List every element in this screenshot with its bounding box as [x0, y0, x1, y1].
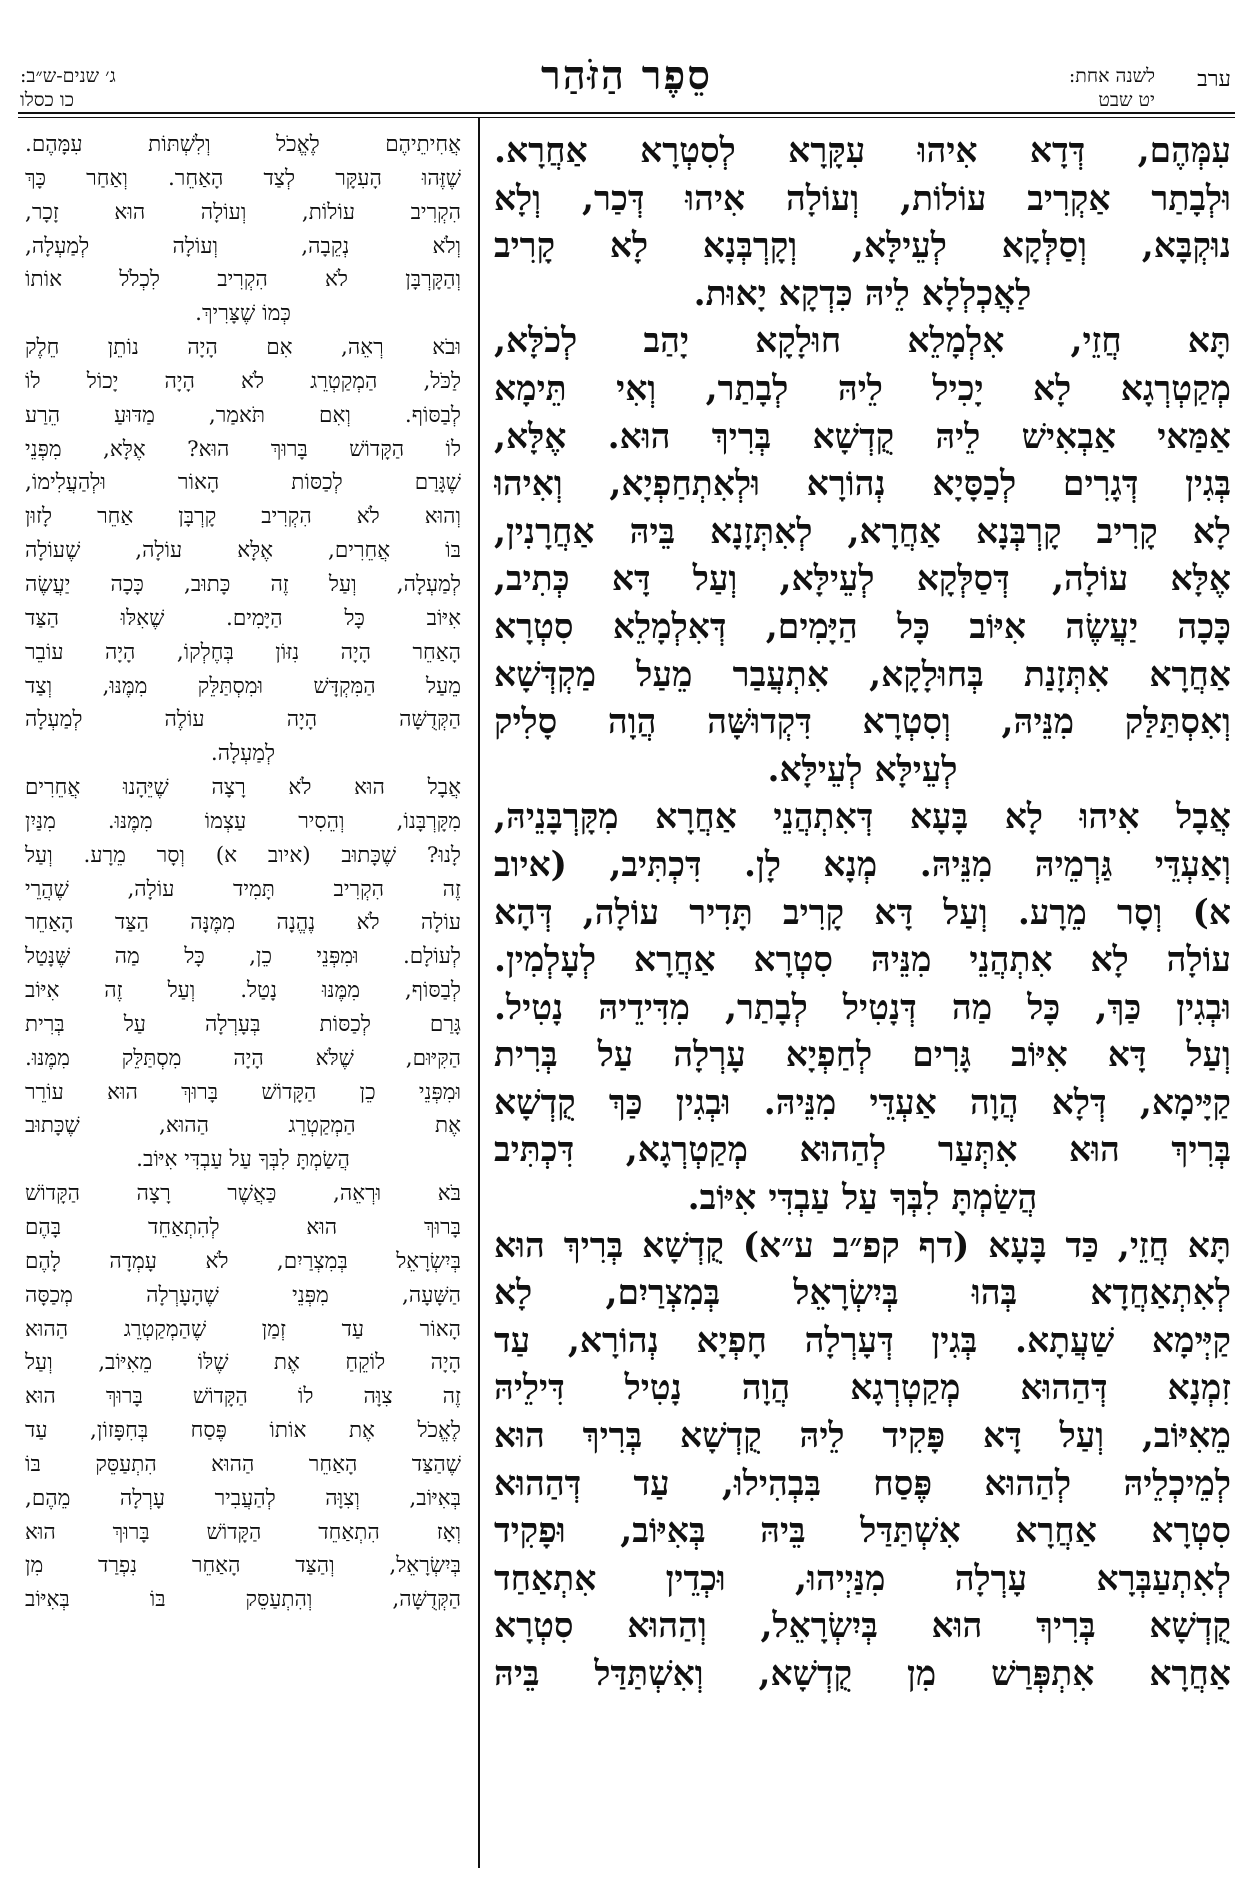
header-schedule-three-years-label: ג׳ שנים-ש״ב: [20, 65, 116, 87]
main-text-line: נוּקְבָּא, וְסַלְּקָא לְעֵילָּא, וְקָרְבְּנָא לָא קָרִיב [494, 226, 1231, 267]
translation-text-line: בָּרוּךְ הוּא לְהִתְאַחֵד בָּהֶם [25, 1215, 461, 1240]
main-text-line: וְעַל דָּא אִיּוֹב גָּרִים לְחַפְיָא עָרְלָה עַל בְּרִית [494, 1035, 1231, 1076]
main-text-line: קַיָּימָא, דְּלָא הֲוָה אַעְדֵּי מִנֵּיהּ. וּבְגִין כַּךְ קֻדְשָׁא [494, 1082, 1231, 1123]
translation-text-line: וְהוּא לֹא הִקְרִיב קָרְבָּן אַחֵר לָזוּן [25, 504, 461, 530]
main-text-line: לַאֲכְלְלָא לֵיהּ כִּדְקָא יָאוּת. [693, 273, 1032, 314]
main-text-line: תָּא חֲזֵי, כַּד בָּעָא (דף קפ״ב ע״א) קֻדְשָׁא בְּרִיךְ הוּא [494, 1225, 1231, 1266]
translation-text-line: וְלֹא נְקֵבָה, וְעוֹלָה לְמַעְלָה, [25, 233, 461, 259]
translation-text-line: וְהַקָּרְבָּן לֹא הִקְרִיב לִכְלֹל אוֹתוֹ [25, 267, 461, 293]
translation-text-line: לוֹ הַקָּדוֹשׁ בָּרוּךְ הוּא? אֶלָּא, מִפְּנֵי [25, 436, 461, 462]
main-text-line: וְאִסְתַּלַּק מִנֵּיהּ, וְסִטְרָא דִּקְדוּשָּׁה הֲוָה סָלִיק [494, 702, 1231, 743]
translation-text-line: וּבֹא רְאֵה, אִם הָיָה נוֹתֵן חֵלֶק [25, 335, 461, 361]
translation-text-line: לְעוֹלָם. וּמִפְּנֵי כֵן, כָּל מַה שֶּׁנָּטַל [25, 944, 461, 970]
translation-text-line: לְבַסּוֹף. וְאִם תֹּאמַר, מַדּוּעַ הֵרַע [25, 402, 461, 428]
translation-text-line: שֶׁהַצַּד הָאַחֵר הַהוּא הִתְעַסֵּק בּוֹ [25, 1451, 461, 1477]
main-text-line: אֶלָּא עוֹלָה, דְּסַלְּקָא לְעֵילָּא, וְעַל דָּא כְּתִיב, [494, 559, 1231, 600]
main-text-line: קֻדְשָׁא בְּרִיךְ הוּא בְּיִשְׂרָאֵל, וְהַהוּא סִטְרָא [494, 1606, 1231, 1647]
translation-text-line: הַקְּדֻשָּׁה, וְהִתְעַסֵּק בּוֹ בְּאִיּוֹב [25, 1587, 461, 1613]
main-text-line: וּבְגִין כַּךְ, כָּל מַה דְּנָטִיל לְבָתַר, מִדִּידֵיהּ נָטִיל. [494, 987, 1231, 1028]
main-text-line: עוֹלָה לָא אִתְהֲנֵי מִנֵּיהּ סִטְרָא אַחֲרָא לְעָלְמִין. [494, 940, 1231, 981]
translation-text-line: שֶׁגָּרַם לְכַסּוֹת הָאוֹר וּלְהַעֲלִימוֹ, [25, 470, 461, 496]
translation-text-line: וְאָז הִתְאַחֵד הַקָּדוֹשׁ בָּרוּךְ הוּא [25, 1519, 461, 1545]
main-text-line: זִמְנָא דְּהַהוּא מְקַטְרְגָא הֲוָה נָטִיל דִּילֵיהּ [494, 1368, 1231, 1409]
main-text-line: מְקַטְרְגָא לָא יָכִיל לֵיהּ לְבָתַר, וְאִי תֵּימָא [494, 368, 1231, 409]
header-rule-thick [18, 112, 1235, 114]
main-text-line: סִטְרָא אַחֲרָא אִשְׁתַּדַּל בֵּיהּ בְּאִיּוֹב, וּפָקִיד [494, 1511, 1231, 1552]
translation-text-line: הֲשַׂמְתָּ לִבְּךָ עַל עַבְדִּי אִיּוֹב. [136, 1147, 350, 1173]
translation-text-line: אֲחִיתֵיהֶם לֶאֱכֹל וְלִשְׁתּוֹת עִמָּהֶם. [25, 132, 461, 157]
main-text-line: וּלְבָתַר אַקְרִיב עוֹלוֹת, וְעוֹלָה אִיהוּ דְּכַר, וְלָא [494, 178, 1231, 219]
book-title: סֵפֶר הַזֹּהַר [541, 52, 712, 99]
main-text-line: אַחֲרָא אִתְפְּרַשׁ מִן קֻדְשָׁא, וְאִשְׁתַּדַּל בֵּיהּ [494, 1654, 1231, 1694]
main-text-line: כָּכָה יַעֲשֶׂה אִיּוֹב כָּל הַיָּמִים, דְּאִלְמָלֵא סִטְרָא [494, 606, 1231, 647]
translation-text-line: בְּיִשְׂרָאֵל בְּמִצְרַיִם, לֹא עָמְדָה לָהֶם [25, 1248, 461, 1274]
translation-text-line: אִיּוֹב כָּל הַיָּמִים. שֶׁאִלּוּ הַצַּד [25, 605, 461, 631]
translation-text-line: וּמִפְּנֵי כֵן הַקָּדוֹשׁ בָּרוּךְ הוּא עוֹרֵר [25, 1079, 461, 1105]
translation-text-line: בְּיִשְׂרָאֵל, וְהַצַּד הָאַחֵר נִפְרַד מִן [25, 1553, 461, 1579]
translation-text-line: בּוֹ אֲחֵרִים, אֶלָּא עוֹלָה, שֶׁעוֹלָה [25, 538, 461, 564]
translation-text-line: אֶת הַמְקַטְרֵג הַהוּא, שֶׁכָּתוּב [25, 1113, 461, 1139]
translation-text-line: הִקְרִיב עוֹלוֹת, וְעוֹלָה הוּא זָכָר, [25, 199, 461, 225]
header-section-label: ערב [1197, 67, 1231, 92]
translation-text-line: הַקִּיּוּם, שֶׁלֹּא הָיָה מִסְתַּלֵּק מִמֶּנּוּ. [25, 1045, 461, 1071]
translation-text-line: זֶה צִוָּה לוֹ הַקָּדוֹשׁ בָּרוּךְ הוּא [25, 1384, 461, 1410]
translation-text-line: לֶאֱכֹל אֶת אוֹתוֹ פֶּסַח בְּחִפָּזוֹן, עַד [25, 1418, 461, 1444]
translation-text-line: לְבַסּוֹף, מִמֶּנּוּ נָטַל. וְעַל זֶה אִיּוֹב [25, 978, 461, 1004]
main-text-line: לְעֵילָּא לְעֵילָּא. [767, 749, 958, 790]
main-text-line: לְאִתְעַבְּרָא עָרְלָה מִנַּיְיהוּ, וּכְדֵין אִתְאַחַד [494, 1558, 1231, 1599]
translation-text-line: גָּרַם לְכַסּוֹת בְּעָרְלָה עַל בְּרִית [25, 1011, 461, 1037]
main-text-line: מֵאִיּוֹב, וְעַל דָּא פָּקִיד לֵיהּ קֻדְשָׁא בְּרִיךְ הוּא [494, 1416, 1231, 1457]
main-text-line: אֲבָל אִיהוּ לָא בָּעָא דְּאִתְהֲנֵי אַחֲרָא מִקָּרְבָּנֵיהּ, [494, 797, 1231, 838]
translation-text-line: בְּאִיּוֹב, וְצִוָּה לְהַעֲבִיר עָרְלָה מֵהֶם, [25, 1485, 461, 1511]
translation-text-line: כְּמוֹ שֶׁצָּרִיךְ. [195, 301, 291, 327]
main-text-line: א) וְסָר מֵרָע. וְעַל דָּא קָרִיב תָּדִיר עוֹלָה, דְּהָא [494, 892, 1231, 933]
header-schedule-three-years-date: כו כסלו [20, 89, 75, 111]
main-text-line: אַמַּאי אַבְאִישׁ לֵיהּ קֻדְשָׁא בְּרִיךְ הוּא. אֶלָּא, [494, 416, 1231, 457]
translation-text-line: שֶׁזֶּהוּ הָעִקָּר לְצַד הָאַחֵר. וְאַחַר כָּךְ [25, 165, 461, 191]
translation-text-line: לְמַעְלָה, וְעַל זֶה כָּתוּב, כָּכָה יַעֲשֶׂה [25, 571, 461, 597]
translation-text-line: עוֹלָה לֹא נֶהֱנָה מִמֶּנָּה הַצַּד הָאַחֵר [25, 910, 461, 936]
main-text-line: קַיְּימָא שַׁעֲתָא. בְּגִין דְּעָרְלָה חָפְיָא נְהוֹרָא, עַד [494, 1320, 1231, 1361]
translation-text-line: זֶה הִקְרִיב תָּמִיד עוֹלָה, שֶׁהֲרֵי [25, 876, 461, 902]
main-text-line: הֲשַׂמְתָּ לִבְּךָ עַל עַבְדִּי אִיּוֹב. [687, 1178, 1038, 1219]
main-text-line: לְאִתְאַחֲדָא בְּהוּ בְּיִשְׂרָאֵל בְּמִצְרַיִם, לָא [494, 1273, 1231, 1314]
header-schedule-one-year-label: לשנה אחת: [1068, 65, 1155, 87]
translation-text-line: הָאוֹר עַד זְמַן שֶׁהַמְקַטְרֵג הַהוּא [25, 1316, 461, 1342]
main-text-line: אַחֲרָא אִתְּזָנַת בְּחוּלָקָא, אִתְעֲבַר מֵעַל מַקְדְּשָׁא [494, 654, 1231, 695]
translation-text-line: אֲבָל הוּא לֹא רָצָה שֶׁיֵּהָנוּ אֲחֵרִים [25, 775, 461, 801]
main-text-line: לְמֵיכְלֵיהּ לְהַהוּא פֶּסַח בִּבְהִילוּ, עַד דְּהַהוּא [494, 1463, 1231, 1504]
main-text-line: עִמְּהֶם, דְּדָא אִיהוּ עִקָּרָא לְסִטְרָא אַחֲרָא. [494, 131, 1231, 171]
main-text-line: תָּא חֲזֵי, אִלְמָלֵא חוּלָקָא יָהַב לְכֹלָּא, [494, 321, 1231, 362]
header-schedule-three-years [20, 64, 116, 112]
translation-text-line: הָיָה לוֹקֵחַ אֶת שֶׁלּוֹ מֵאִיּוֹב, וְעַל [25, 1350, 461, 1376]
translation-text-line: הָאַחֵר הָיָה נִזּוֹן בְּחֶלְקוֹ, הָיָה עוֹבֵר [25, 639, 461, 665]
translation-text-line: לְמַעְלָה. [210, 741, 276, 767]
translation-text-line: בֹּא וּרְאֵה, כַּאֲשֶׁר רָצָה הַקָּדוֹשׁ [25, 1181, 461, 1207]
translation-text-line: מִקָּרְבָּנוֹ, וְהֵסִיר עַצְמוֹ מִמֶּנּוּ. מִנַּיִן [25, 808, 461, 834]
translation-text-line: לָנוּ? שֶׁכָּתוּב (איוב א) וְסָר מֵרָע. וְעַל [25, 842, 461, 868]
main-text-line: וְאַעְדֵּי גַּרְמֵיהּ מִנֵּיהּ. מְנָא לָן. דִּכְתִּיב, (איוב [494, 844, 1231, 885]
translation-text-line: הַקְּדֻשָּׁה הָיָה עוֹלֶה לְמַעְלָה [25, 707, 461, 733]
main-text-line: בְּגִין דְּגָרִים לְכַסָּיָא נְהוֹרָא וּלְאִתְחַפְיָא, וְאִיהוּ [494, 464, 1231, 505]
main-text-line: לָא קָרִיב קָרְבְּנָא אַחֲרָא, לְאִתְּזָנָא בֵּיהּ אַחֲרָנִין, [494, 511, 1231, 552]
main-text-line: בְּרִיךְ הוּא אִתְּעַר לְהַהוּא מְקַטְרְגָא, דִּכְתִּיב [494, 1130, 1231, 1171]
translation-text-line: הַשָּׁעָה, מִפְּנֵי שֶׁהָעָרְלָה מְכַסָּה [25, 1282, 461, 1308]
main-text-column [494, 128, 1231, 1868]
translation-column [25, 128, 461, 1868]
translation-text-line: מֵעַל הַמִּקְדָּשׁ וּמִסְתַּלֵּק מִמֶּנּוּ, וְצַד [25, 673, 461, 699]
header-schedule-one-year-date: יט שבט [1098, 89, 1155, 111]
translation-text-line: לַכֹּל, הַמְקַטְרֵג לֹא הָיָה יָכוֹל לוֹ [25, 368, 461, 394]
column-divider [478, 118, 480, 1868]
header-rule-thin [18, 117, 1235, 118]
